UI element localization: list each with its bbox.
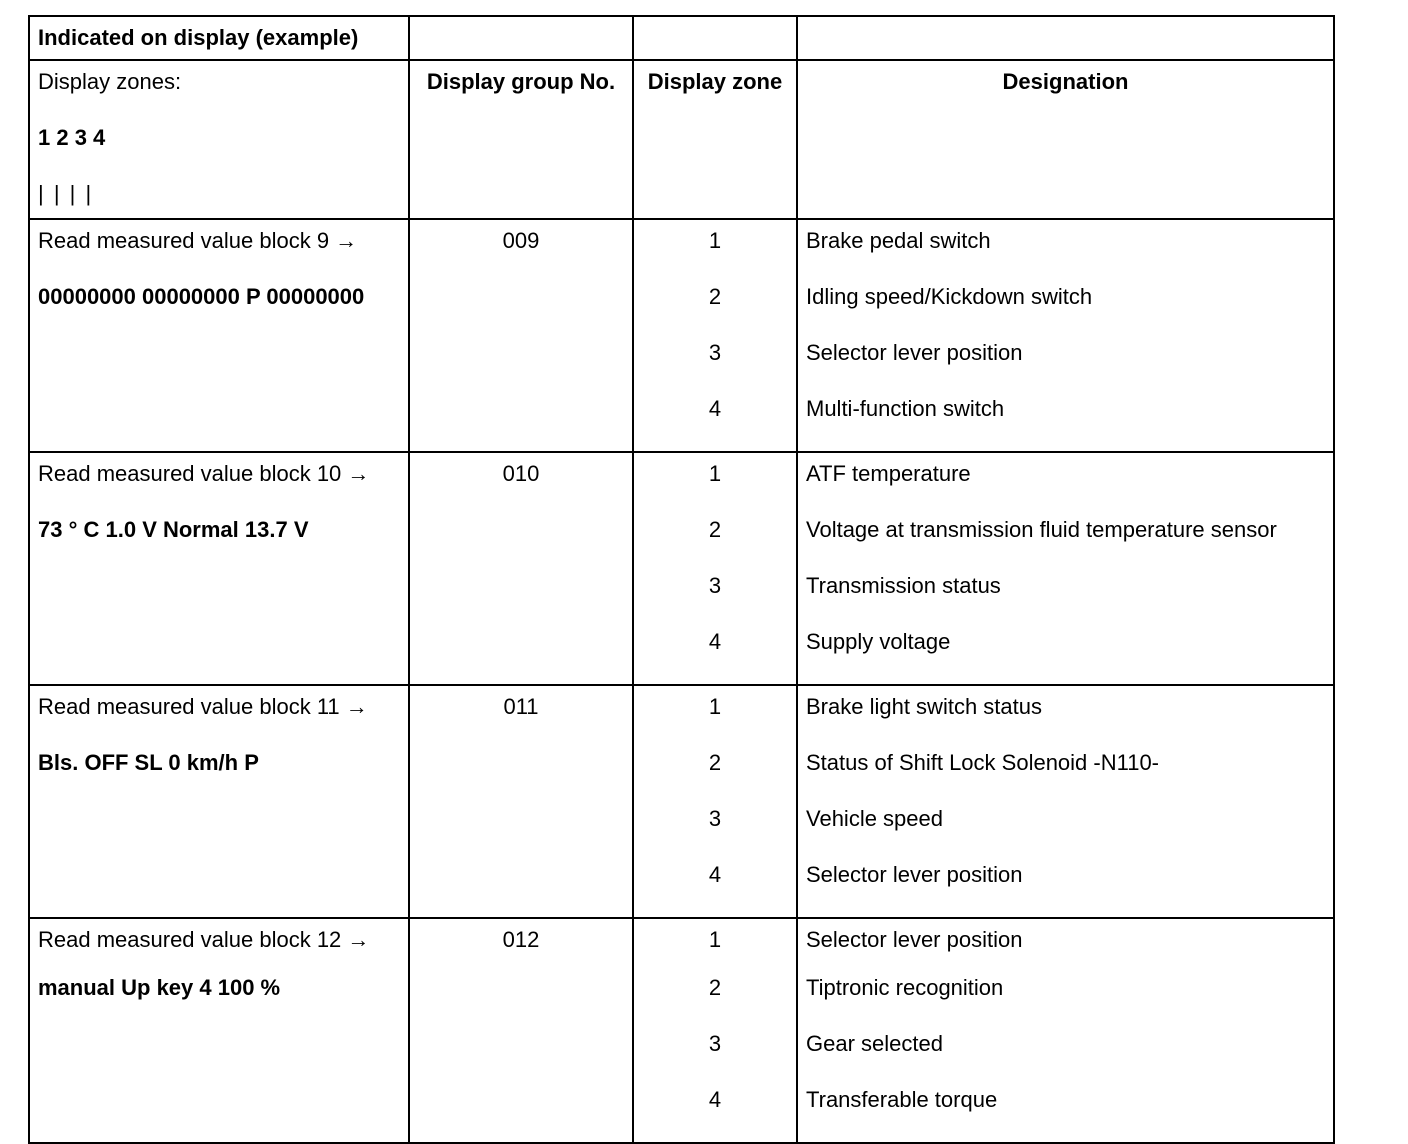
block-group-cell <box>409 452 633 685</box>
designation: ATF temperature <box>806 461 971 486</box>
block-example: manual Up key 4 100 % <box>38 975 281 1000</box>
col-header-designation <box>797 60 1334 219</box>
display-zones-cell <box>29 60 409 219</box>
col-header-zone <box>633 60 797 219</box>
zone-number: 1 <box>708 694 722 719</box>
display-zones-numbers: 1 2 3 4 <box>38 125 106 150</box>
empty-cell <box>409 16 633 60</box>
block-designations-cell <box>797 219 1334 452</box>
block-group: 012 <box>502 927 540 952</box>
designation: Selector lever position <box>806 340 1023 365</box>
zone-number: 1 <box>708 228 722 253</box>
block-title-cell <box>29 685 409 918</box>
block-designations-cell <box>797 918 1334 1143</box>
block-zones-cell <box>633 452 797 685</box>
block-title: Read measured value block 10 → <box>38 461 370 486</box>
col-header-group-text: Display group No. <box>426 69 616 94</box>
block-example: 73 ° C 1.0 V Normal 13.7 V <box>38 517 309 542</box>
designation: Transferable torque <box>806 1087 998 1112</box>
block-group: 009 <box>502 228 540 253</box>
designation: Transmission status <box>806 573 1001 598</box>
designation: Voltage at transmission fluid temperature sensor <box>806 517 1277 542</box>
block-group-cell <box>409 685 633 918</box>
designation: Selector lever position <box>806 862 1023 887</box>
zone-number: 1 <box>708 927 722 952</box>
block-zones-cell <box>633 685 797 918</box>
designation: Brake light switch status <box>806 694 1042 719</box>
header-top-row <box>29 16 1334 60</box>
zone-number: 4 <box>708 862 722 887</box>
block-designations-cell <box>797 452 1334 685</box>
block-zones-cell <box>633 918 797 1143</box>
block-group: 010 <box>502 461 540 486</box>
col-header-group <box>409 60 633 219</box>
block-designations-cell <box>797 685 1334 918</box>
col-header-zone-text: Display zone <box>647 69 783 94</box>
block-row <box>29 219 1334 452</box>
zone-number: 4 <box>708 396 722 421</box>
zone-number: 3 <box>708 1031 722 1056</box>
designation: Tiptronic recognition <box>806 975 1004 1000</box>
zone-number: 3 <box>708 573 722 598</box>
designation: Gear selected <box>806 1031 943 1056</box>
zone-number: 3 <box>708 340 722 365</box>
empty-cell <box>633 16 797 60</box>
header-row <box>29 60 1334 219</box>
designation: Selector lever position <box>806 927 1023 952</box>
block-example: 00000000 00000000 P 00000000 <box>38 284 365 309</box>
block-title-cell <box>29 452 409 685</box>
zone-number: 4 <box>708 1087 722 1112</box>
zone-number: 1 <box>708 461 722 486</box>
block-row <box>29 685 1334 918</box>
header-top-cell <box>29 16 409 60</box>
zone-number: 2 <box>708 284 722 309</box>
block-title-cell <box>29 219 409 452</box>
block-title: Read measured value block 11 → <box>38 694 368 719</box>
empty-cell <box>797 16 1334 60</box>
designation: Multi-function switch <box>806 396 1005 421</box>
indicated-on-display-label: Indicated on display (example) <box>38 25 359 50</box>
designation: Status of Shift Lock Solenoid -N110- <box>806 750 1160 775</box>
block-title: Read measured value block 12 → <box>38 927 370 952</box>
block-title-cell <box>29 918 409 1143</box>
block-row <box>29 452 1334 685</box>
designation: Supply voltage <box>806 629 951 654</box>
designation: Vehicle speed <box>806 806 943 831</box>
block-title: Read measured value block 9 → <box>38 228 358 253</box>
display-zones-pipes: | | | | <box>38 181 94 206</box>
block-group-cell <box>409 918 633 1143</box>
block-zones-cell <box>633 219 797 452</box>
designation: Brake pedal switch <box>806 228 991 253</box>
block-example: Bls. OFF SL 0 km/h P <box>38 750 259 775</box>
measured-value-table <box>28 15 1335 1144</box>
designation: Idling speed/Kickdown switch <box>806 284 1093 309</box>
zone-number: 2 <box>708 975 722 1000</box>
block-group: 011 <box>503 694 539 719</box>
zone-number: 4 <box>708 629 722 654</box>
zone-number: 2 <box>708 517 722 542</box>
display-zones-label: Display zones: <box>38 69 182 94</box>
block-group-cell <box>409 219 633 452</box>
block-row <box>29 918 1334 1143</box>
zone-number: 2 <box>708 750 722 775</box>
col-header-designation-text: Designation <box>1002 69 1129 94</box>
zone-number: 3 <box>708 806 722 831</box>
